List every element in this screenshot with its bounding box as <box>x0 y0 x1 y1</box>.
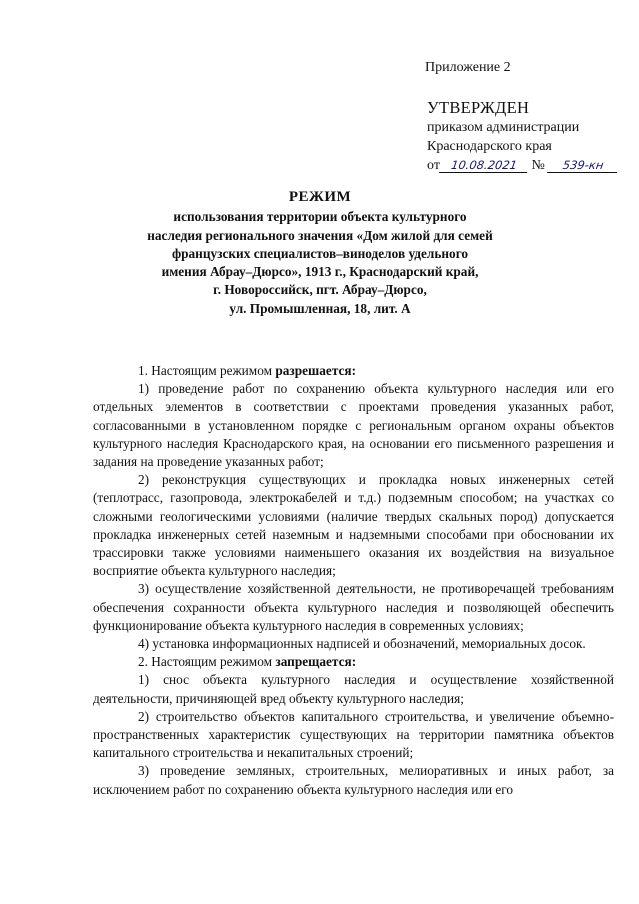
section-1-item: 4) установка информационных надписей и обозначений, мемориальных досок. <box>138 636 586 652</box>
document-body <box>93 362 614 799</box>
from-label: от <box>427 158 440 173</box>
handwritten-number: 539-кн <box>547 159 619 173</box>
section-1-heading: 1. Настоящим режимом разрешается: <box>138 363 357 378</box>
approval-line-2: Краснодарского края <box>427 139 552 154</box>
section-1-item: 2) реконструкция существующих и прокладка новых инженерных сетей (теплотрасс, газопровода, электрокабелей и т.д.) подземным способом; на участках со сложными геологическими условиями (наличие твердых скальных пород) допускается прокладка инженерных сетей наземным и надземными способами при обосновании их трассировки также условиями наименьшего оказания их воздействия на визуальное восприятие объекта культурного наследия; <box>93 472 614 579</box>
approval-heading: УТВЕРЖДЕН <box>427 98 530 117</box>
title-line: использования территории объекта культурного <box>173 209 467 225</box>
section-1-keyword: разрешается: <box>275 363 357 378</box>
title-main: РЕЖИМ <box>288 189 352 205</box>
section-1-item: 1) проведение работ по сохранению объекта культурного наследия или его отдельных элементов в соответствии с проектами проведения указанных работ, согласованными в установленном порядке с региональным органом охраны объектов культурного наследия Краснодарского края, на основании его письменного разрешения и задания на проведение указанных работ; <box>93 381 614 470</box>
section-2-heading: 2. Настоящим режимом запрещается: <box>138 654 357 670</box>
title-line: ул. Промышленная, 18, лит. А <box>229 300 411 316</box>
section-1-item: 3) осуществление хозяйственной деятельности, не противоречащей требованиям обеспечения сохранности объекта культурного наследия и позволяющей обеспечить функционирование объекта культурного наследия в современных условиях; <box>93 581 614 633</box>
approval-line-1: приказом администрации <box>427 120 580 135</box>
handwritten-date: 10.08.2021 <box>439 159 529 173</box>
title-line: г. Новороссийск, пгт. Абрау–Дюрсо, <box>213 282 427 298</box>
document-title <box>110 188 530 318</box>
annex-label: Приложение 2 <box>425 60 511 75</box>
section-2-item: 2) строительство объектов капитального строительства, и увеличение объемно-пространственных характеристик существующих на территории памятника объектов капитального строительства и некапитальных строений; <box>93 708 614 761</box>
section-2-keyword: запрещается: <box>275 654 357 670</box>
approval-date-line <box>427 156 618 175</box>
approval-block <box>427 98 618 175</box>
section-2-item: 1) снос объекта культурного наследия и осуществление хозяйственной деятельности, причиняющей вред объекту культурного наследия; <box>93 672 614 706</box>
number-label: № <box>531 158 545 173</box>
title-line: французских специалистов–виноделов удельного <box>171 245 469 261</box>
section-2-item: 3) проведение земляных, строительных, мелиоративных и иных работ, за исключением работ по сохранению объекта культурного наследия или его <box>93 763 614 797</box>
title-line: имения Абрау–Дюрсо», 1913 г., Краснодарский край, <box>161 264 479 280</box>
title-line: наследия регионального значения «Дом жилой для семей <box>147 227 493 243</box>
